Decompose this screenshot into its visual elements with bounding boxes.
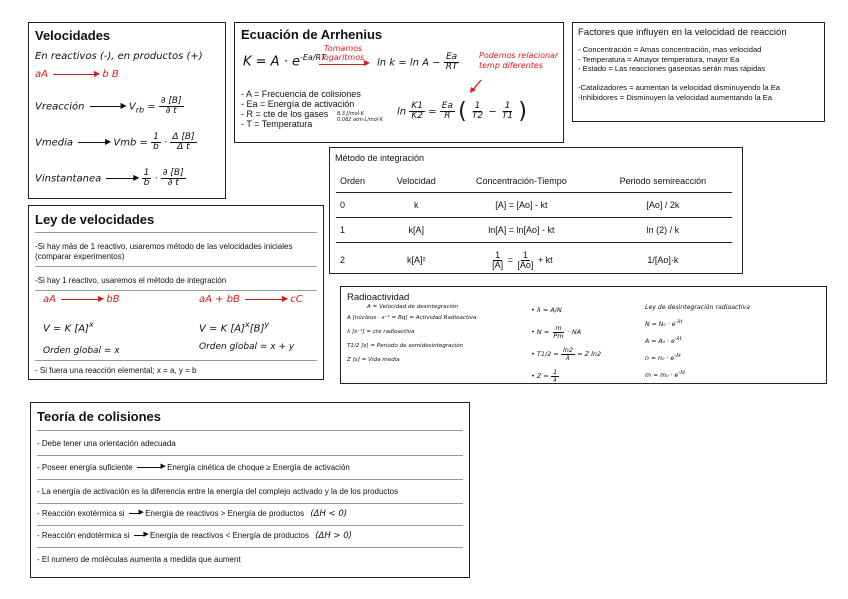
one-over-t1 <box>500 102 515 121</box>
fraction-num: Δ [B] <box>172 132 195 142</box>
factores-card <box>572 22 825 122</box>
cell: k[A]² <box>406 255 426 265</box>
cell: k <box>383 193 449 218</box>
col-orden: Orden <box>336 170 383 193</box>
fraction-num: 1 <box>474 101 481 111</box>
divider <box>35 290 317 291</box>
cell: [A] = [Ao] - kt <box>449 193 594 218</box>
fraction-num: Ea <box>441 101 453 111</box>
cell: k[A] <box>383 218 449 243</box>
list-item: - T = Temperatura <box>241 119 313 129</box>
radio-formula <box>531 321 601 343</box>
fraction-num: 1 <box>495 249 501 260</box>
v2-exp1: x <box>244 320 250 329</box>
list-item: - A = Frecuencia de colisiones <box>241 89 361 99</box>
law-text: A = A₀ · e <box>645 338 675 346</box>
colisiones-item-2 <box>37 463 350 472</box>
v2-mid: [B] <box>249 323 265 335</box>
arrow-icon: ▶ <box>137 467 163 468</box>
divider <box>35 266 317 267</box>
arrhenius-list <box>241 89 361 129</box>
ea-over-r <box>440 102 455 121</box>
radio-law <box>645 349 750 366</box>
formula-lhs: • N = <box>531 328 550 336</box>
divider <box>37 503 463 504</box>
list-item: - Temperatura = Amayor temperatura, mayor Ea <box>578 54 740 64</box>
radio-def: λ [s⁻¹] = cte radioactiva <box>347 329 415 335</box>
fraction-num: ln2 <box>562 346 573 354</box>
ratio-eq: = <box>428 106 437 118</box>
law-exp: -λt <box>675 319 683 325</box>
v2-exp2: y <box>264 320 270 329</box>
reaction-lhs: aA <box>35 69 48 80</box>
formula-tail: · NA <box>567 328 582 336</box>
colisiones-item-6: - El numero de moléculas aumenta a medida que aument <box>37 555 241 564</box>
arrhenius-formula <box>243 53 326 69</box>
cell: [Ao] / 2k <box>594 193 732 218</box>
fraction-den: ∂ t <box>167 178 179 188</box>
fraction-num: 1 <box>522 249 528 260</box>
law-exp: -λt <box>678 370 686 377</box>
v-media-coef <box>151 133 161 152</box>
reaction-rhs: b B <box>102 69 119 80</box>
r2-rhs: cC <box>290 294 303 305</box>
v-reaccion-fraction <box>159 97 184 116</box>
i5-a: - Reacción endotérmica si <box>37 531 130 540</box>
r1-lhs: aA <box>43 294 56 305</box>
cell: ln[A] = ln[Ao] - kt <box>449 218 594 243</box>
ley-p3: - Si fuera una reacción elemental; x = a, y = b <box>35 366 197 375</box>
radio-card <box>340 286 827 384</box>
list-item: - Estado = Las reacciones gaseosas serán mas rápidas <box>578 64 766 73</box>
cell: 1 <box>336 218 383 243</box>
arrow-icon: ▶ <box>78 142 108 143</box>
factores-title: Factores que influyen en la velocidad de reacción <box>578 27 787 38</box>
v-reaccion-symbol: V <box>128 101 136 113</box>
fraction-num: m <box>555 324 562 332</box>
v-reaccion-sub: rb <box>135 105 145 115</box>
arrow-icon: ▶ <box>106 178 136 179</box>
r-value-1: 8.3 J/mol·K <box>337 111 364 117</box>
ratio-ln: ln <box>397 106 407 118</box>
v-media-fraction <box>170 133 196 152</box>
fraction-den: b <box>153 142 159 152</box>
v-reaccion-row <box>35 97 184 116</box>
arrow-icon: ▶ <box>245 299 285 300</box>
radio-formula <box>531 343 601 365</box>
i5-e: (ΔH > 0) <box>315 531 352 541</box>
arrow-icon: ▶ <box>134 535 146 536</box>
ley-v1 <box>43 320 94 334</box>
ratio-minus: − <box>488 106 497 118</box>
metodo-card <box>329 147 743 274</box>
v1: V = K [A] <box>43 323 89 335</box>
note-log-b: logaritmos <box>321 52 365 62</box>
divider <box>37 479 463 480</box>
note-log-a: Tomamos <box>323 44 363 53</box>
col-concentracion: Concentración-Tiempo <box>449 170 594 193</box>
i4-d: Energía de productos <box>227 509 305 518</box>
arrhenius-note-temp <box>479 51 558 70</box>
i5-c: < <box>225 531 231 540</box>
ley-orden-1: Orden global = x <box>43 346 120 356</box>
ln-fraction <box>444 53 460 72</box>
conc-frac-2 <box>515 251 535 270</box>
arrhenius-ln-formula <box>377 53 459 72</box>
cell-fraction <box>449 243 594 278</box>
arrow-icon: ▶ <box>129 513 141 514</box>
i2-d: Energía de activación <box>272 463 350 472</box>
table-row <box>336 243 732 278</box>
radio-def: A [núcleos · s⁻¹ = Bq] = Actividad Radioactiva <box>347 315 477 321</box>
divider <box>35 360 317 361</box>
fraction-den: ∂ t <box>165 106 177 116</box>
formula-frac <box>561 347 575 361</box>
i5-b: Energía de reactivos <box>149 531 224 540</box>
ley-title: Ley de velocidades <box>35 212 155 227</box>
radio-right-list <box>645 301 750 383</box>
v-media-row: Vmedia ▶ Vmb = $\frac{1}{b}$ · $\frac{\Delta [B]}{\text{Δ t}}$ <box>35 132 195 152</box>
r-value-2: 0.082 atm·L/mol·K <box>337 117 384 123</box>
velocidades-reaction <box>35 69 119 80</box>
fraction-num: 1 <box>153 132 159 142</box>
radio-left-list <box>347 303 476 367</box>
arrhenius-title: Ecuación de Arrhenius <box>241 27 383 42</box>
ley-reaction-2 <box>199 294 303 305</box>
colisiones-card <box>30 402 470 578</box>
fraction-den: T1 <box>501 111 514 121</box>
col-velocidad: Velocidad <box>383 170 449 193</box>
r2-lhs: aA + bB <box>199 294 240 305</box>
radio-law-title: Ley de desintegración radioactiva <box>645 304 751 311</box>
arrow-down-icon <box>469 79 483 93</box>
arrow-icon: ▶ <box>61 299 101 300</box>
v-inst-label: Vinstantanea <box>35 173 102 185</box>
i4-b: Energía de reactivos <box>145 509 219 518</box>
formula-exponent: -Ea/RT <box>299 53 326 62</box>
radio-title: Radioactividad <box>347 292 410 303</box>
formula-tail: = Z ln2 <box>577 350 602 358</box>
radio-law <box>645 332 750 349</box>
conc-tail: + kt <box>537 254 553 265</box>
fraction-den: T2 <box>471 111 484 121</box>
i4-a: - Reacción exotérmica si <box>37 509 125 518</box>
note-temp-b: temp diferentes <box>479 60 544 70</box>
velocidades-card <box>28 22 226 199</box>
arrhenius-note-log <box>319 44 370 67</box>
note-temp-a: Podemos relacionar <box>479 51 559 60</box>
list-item: -Catalizadores = aumentan la velocidad disminuyendo la Ea <box>578 83 780 92</box>
colisiones-title: Teoría de colisiones <box>37 409 162 424</box>
v-media-label: Vmedia <box>35 137 73 149</box>
law-text: m = m₀ · e <box>645 372 679 380</box>
v-inst-coef <box>142 169 152 188</box>
v-media-symbol: Vmb = <box>113 137 148 149</box>
fraction-num: K1 <box>411 101 423 111</box>
colisiones-item-1: - Debe tener una orientación adecuada <box>37 439 176 448</box>
list-item: - Ea = Energía de activación <box>241 99 355 109</box>
divider <box>37 525 463 526</box>
fraction-num: 1 <box>552 368 558 376</box>
fraction-den: RT <box>445 62 458 72</box>
ley-card <box>28 205 324 380</box>
i4-c: > <box>220 509 226 518</box>
formula-lhs: • T1/2 = <box>531 350 559 358</box>
radio-mid-list <box>531 299 601 387</box>
v2: V = K [A] <box>199 323 245 335</box>
radio-law <box>645 366 750 383</box>
i5-d: Energía de productos <box>232 531 309 540</box>
ley-p2: -Si hay 1 reactivo, usaremos el método de integración <box>35 276 227 285</box>
metodo-title: Método de integración <box>335 153 425 163</box>
radio-def: T1/2 [s] = Periodo de semidesintegración <box>347 343 464 349</box>
law-text: n = n₀ · e <box>645 355 675 363</box>
fraction-den: λ <box>553 375 557 384</box>
radio-def: Z [s] = Vida media <box>347 357 400 363</box>
conc-eq: = <box>507 254 513 265</box>
colisiones-item-5 <box>37 531 352 541</box>
metodo-table <box>336 170 732 277</box>
factores-list-2 <box>578 83 780 102</box>
law-exp: -λt <box>674 336 682 343</box>
ley-v2 <box>199 320 269 334</box>
v-reaccion-label: Vreacción <box>35 101 85 113</box>
factores-list <box>578 45 765 74</box>
divider <box>37 455 463 456</box>
cell: 2 <box>340 255 346 265</box>
ln-formula-left: ln k = ln A − <box>377 57 441 69</box>
i2-b: Energía cinética de choque <box>167 463 265 472</box>
fraction-num: ∂ [B] <box>160 96 182 106</box>
formula-frac <box>551 369 559 383</box>
ley-reaction-1 <box>43 294 120 305</box>
divider <box>37 547 463 548</box>
arrow-icon: ▶ <box>319 64 367 65</box>
v-inst-row: Vinstantanea ▶ $\frac{1}{b}$ · $\frac{\partial [B]}{\partial t}$ <box>35 168 184 188</box>
list-item: - Concentración = Amas concentración, mas velocidad <box>578 45 762 54</box>
cell: 0 <box>336 193 383 218</box>
formula-lhs: • Z = <box>531 372 549 380</box>
table-row <box>336 218 732 243</box>
i4-e: (ΔH < 0) <box>310 509 348 519</box>
fraction-den: Pm <box>553 331 564 340</box>
r1-rhs: bB <box>106 294 120 305</box>
velocidades-sign-rule: En reactivos (-), en productos (+) <box>35 51 203 62</box>
fraction-den: [Ao] <box>517 259 534 270</box>
fraction-num: Ea <box>445 52 458 62</box>
paren-close: ) <box>518 99 527 124</box>
fraction-den: Δ t <box>177 142 190 152</box>
arrow-icon: ▶ <box>53 74 97 75</box>
col-periodo: Periodo semireacción <box>594 170 732 193</box>
radio-formula: • λ = A/N <box>531 306 562 314</box>
v-reaccion-eq: = <box>147 101 156 113</box>
law-text: N = N₀ · e <box>645 321 676 329</box>
cell: 1/[Ao]·k <box>647 255 679 265</box>
formula-main: K = A · e <box>243 54 300 70</box>
fraction-num: ∂ [B] <box>162 168 184 178</box>
fraction-den: R <box>444 111 451 121</box>
fraction-den: K2 <box>411 111 423 121</box>
radio-formula <box>531 365 601 387</box>
fraction-den: b <box>143 178 150 188</box>
colisiones-item-4 <box>37 509 347 519</box>
table-row <box>336 193 732 218</box>
arrhenius-ratio-formula <box>397 99 527 124</box>
arrhenius-card <box>234 22 564 143</box>
ley-p1: -Si hay más de 1 reactivo, usaremos método de las velocidades iniciales (comparar experimentos) <box>35 242 293 261</box>
fraction-num: 1 <box>143 168 150 178</box>
fraction-den: [A] <box>492 259 504 270</box>
arrow-icon: ▶ <box>90 106 124 107</box>
radio-law <box>645 315 750 332</box>
divider <box>35 232 317 233</box>
r-values <box>337 111 383 123</box>
list-item: - R = cte de los gases <box>241 109 329 119</box>
conc-frac-1 <box>490 251 505 270</box>
radio-def: A = Velocidad de desintegración <box>367 304 459 310</box>
ley-orden-2: Orden global = x + y <box>199 342 295 352</box>
paren-open: ( <box>458 99 467 124</box>
list-item: -Inhibidores = Disminuyen la velocidad aumentando la Ea <box>578 92 772 102</box>
formula-frac <box>551 325 565 339</box>
fraction-den: λ <box>566 353 570 362</box>
v-inst-fraction <box>161 169 186 188</box>
i2-a: - Poseer energía suficiente <box>37 463 133 472</box>
colisiones-item-3: - La energía de activación es la diferencia entre la energía del complejo activado y la de los productos <box>37 487 399 496</box>
velocidades-title: Velocidades <box>35 28 111 43</box>
table-header-row <box>336 170 732 193</box>
i2-c: ≥ <box>266 463 271 472</box>
law-exp: -λt <box>674 353 681 360</box>
k-ratio <box>409 102 425 121</box>
fraction-num: 1 <box>504 101 511 111</box>
v1-exp: x <box>88 320 94 329</box>
cell: ln (2) / k <box>594 218 732 243</box>
divider <box>37 430 463 431</box>
one-over-t2 <box>470 102 485 121</box>
